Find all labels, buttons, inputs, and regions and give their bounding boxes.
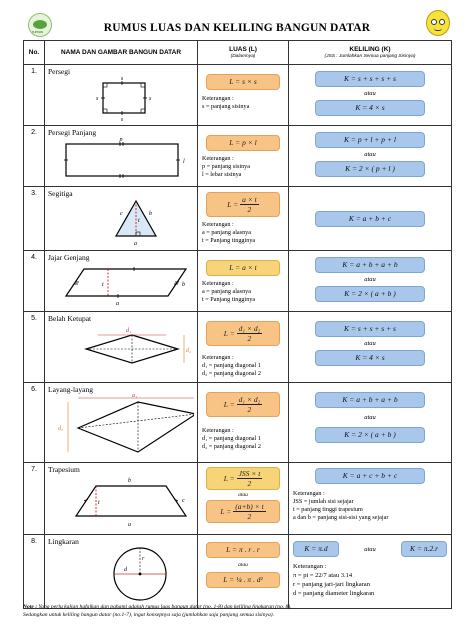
page-header xyxy=(0,0,474,44)
label-t: t xyxy=(138,218,140,224)
kite-diagram xyxy=(48,394,194,458)
page-title: RUMUS LUAS DAN KELILING BANGUN DATAR xyxy=(103,22,371,34)
keliling-formula-alt: K = 2 × ( a + b ) xyxy=(315,427,425,443)
luas-formula: L = JSS × t 2 xyxy=(206,467,280,490)
keliling-formula: K = a + c + b + c xyxy=(315,468,425,484)
table-row: 5. Belah Ketupat d₁ d₂ L = $\frac{\text{d₁ × d₂}}{2}$ Keterangan : d₁ = panjang diagonal 1 d₂ = panjang diagonal 2 K = s + s + s + s atau K = 4 × s xyxy=(24,312,452,383)
label-b: b xyxy=(182,282,185,288)
header-keliling: KELILING (K) (JSS : Jumlahkan Semua panjang Sisinya) xyxy=(289,41,452,65)
keliling-formula: K = a + b + c xyxy=(315,211,425,227)
rhombus-diagram xyxy=(48,323,194,379)
keliling-formula-alt: K = 4 × s xyxy=(315,350,425,366)
table-row: 4. Jajar Genjang t b a L = a × t Keterangan : a = panjang alasnya t = Panjang tingginya K = a + b + a + b atau K = 2 × ( a + b ) xyxy=(24,251,452,312)
header-no: No. xyxy=(24,41,45,65)
keliling-formula: K = a + b + a + b xyxy=(315,257,425,273)
label-t: t xyxy=(98,500,100,506)
keliling-formula: K = π.d xyxy=(293,541,339,557)
label-s: s xyxy=(120,76,124,82)
luas-formula: L = s × s xyxy=(206,74,280,90)
shape-name: Layang-layang xyxy=(48,385,93,394)
label-d: d xyxy=(124,567,127,573)
label-a: a xyxy=(116,301,119,307)
label-d2: d₂ xyxy=(186,348,192,354)
luas-formula-alt: L = $\frac{(a+b) \times t}{2}$ xyxy=(206,500,280,523)
keliling-formula: K = s + s + s + s xyxy=(315,71,425,87)
table-row: 6. Layang-layang d₁ d₂ L = $\frac{\text{d₁ × d₂}}{2}$ Keterangan : d₁ = panjang diagonal 1 d₂ = panjang diagonal 2 K = a + b + a + b atau K = 2 × ( a + b ) xyxy=(24,383,452,463)
logo-icon: rumus xyxy=(28,13,52,37)
luas-formula: L = $\frac{\text{d₁ × d₂}}{2}$ xyxy=(206,321,280,346)
label-l: l xyxy=(183,159,185,165)
label-a: a xyxy=(128,522,131,528)
label-r: r xyxy=(142,556,145,562)
luas-formula: L = p × l xyxy=(206,135,280,151)
keliling-formula-alt: K = 4 × s xyxy=(315,100,425,116)
label-d1: d₁ xyxy=(132,394,138,399)
parallelogram-diagram xyxy=(48,262,194,308)
keliling-formula: K = a + b + a + b xyxy=(315,392,425,408)
table-row: 7. Trapesium b t c a L = JSS × t 2 atau L = $\frac{(a+b) \times t}{2}$ K = a + c + b + c Keterangan : JSS = jumlah sisi sejajar t = panjang tinggi trapesium a dan b = panjang sisi-sisi yang sejajar xyxy=(24,463,452,535)
luas-formula: L = π . r . r xyxy=(206,542,280,558)
header-name: NAMA DAN GAMBAR BANGUN DATAR xyxy=(45,41,198,65)
luas-formula: L = $\frac{\text{d₁ × d₂}}{2}$ xyxy=(206,392,280,417)
formula-table xyxy=(23,40,452,609)
shape-name: Segitiga xyxy=(48,189,73,198)
label-d2: d₂ xyxy=(58,426,64,432)
shape-name: Persegi xyxy=(48,67,71,76)
shape-name: Persegi Panjang xyxy=(48,128,97,137)
keliling-formula-alt: K = 2 × ( p + l ) xyxy=(315,161,425,177)
shape-name: Trapesium xyxy=(48,465,80,474)
label-s: s xyxy=(96,96,99,102)
trapezoid-diagram xyxy=(48,474,194,530)
label-s: s xyxy=(120,117,124,122)
label-d1: d₁ xyxy=(126,328,132,334)
keliling-formula: K = p + l + p + l xyxy=(315,132,425,148)
table-row: 8. Lingkaran d r L = π . r . r atau L = ¼ . π . d² K = π.d atau K = π.2.r Keterangan : π = pi = 22/7 atau 3.14 r = panjang jari-jari lingkaran d = panjang diameter lingkaran xyxy=(24,535,452,609)
table-header-row xyxy=(24,41,452,65)
luas-formula-alt: L = ¼ . π . d² xyxy=(206,572,280,588)
table-row: 2. Persegi Panjang p l L = p × l Keterangan : p = panjang sisinya l = lebar sisinya K = p + l + p + l atau K = 2 × ( p + l ) xyxy=(24,126,452,187)
label-c: c xyxy=(182,498,185,504)
circle-diagram xyxy=(48,546,194,606)
footnote: Note : Yang perlu kalian hafalkan dan pahami adalah rumus luas bangun datar (no. 1-8) dan keliling lingkaran (no. 8). Sedangkan untuk keliling bangun datar (no.1-7), ingat konsepnya saja (jumlahkan saja panjang semua sisinya). xyxy=(23,604,292,618)
square-diagram xyxy=(48,76,194,122)
luas-formula: L = $\frac{a \times t}{2}$ xyxy=(206,192,280,217)
keliling-formula: K = s + s + s + s xyxy=(315,321,425,337)
label-b: b xyxy=(128,478,131,484)
rectangle-diagram xyxy=(48,137,194,183)
table-row: 1. Persegi s s s s L = s × s Keterangan : s = panjang sisinya K = s + s + s + s atau K = 4 × s xyxy=(24,65,452,126)
label-a: a xyxy=(134,241,137,247)
label-t: t xyxy=(102,282,104,288)
label-p: p xyxy=(119,137,123,143)
keliling-formula-alt: K = 2 × ( a + b ) xyxy=(315,286,425,302)
shape-name: Lingkaran xyxy=(48,537,79,546)
shape-name: Jajar Genjang xyxy=(48,253,90,262)
header-luas: LUAS (L) (Dalamnya) xyxy=(198,41,289,65)
label-c: c xyxy=(120,211,123,217)
label-b: b xyxy=(149,211,152,217)
mascot-icon xyxy=(425,8,451,38)
label-s: s xyxy=(149,96,152,102)
table-row: 3. Segitiga c b t a L = $\frac{a \times t}{2}$ Keterangan : a = panjang alasnya t = Panjang tingginya K = a + b + c xyxy=(24,187,452,251)
luas-formula: L = a × t xyxy=(206,260,280,276)
triangle-diagram xyxy=(48,198,194,248)
shape-name: Belah Ketupat xyxy=(48,314,92,323)
keliling-formula-alt: K = π.2.r xyxy=(401,541,447,557)
